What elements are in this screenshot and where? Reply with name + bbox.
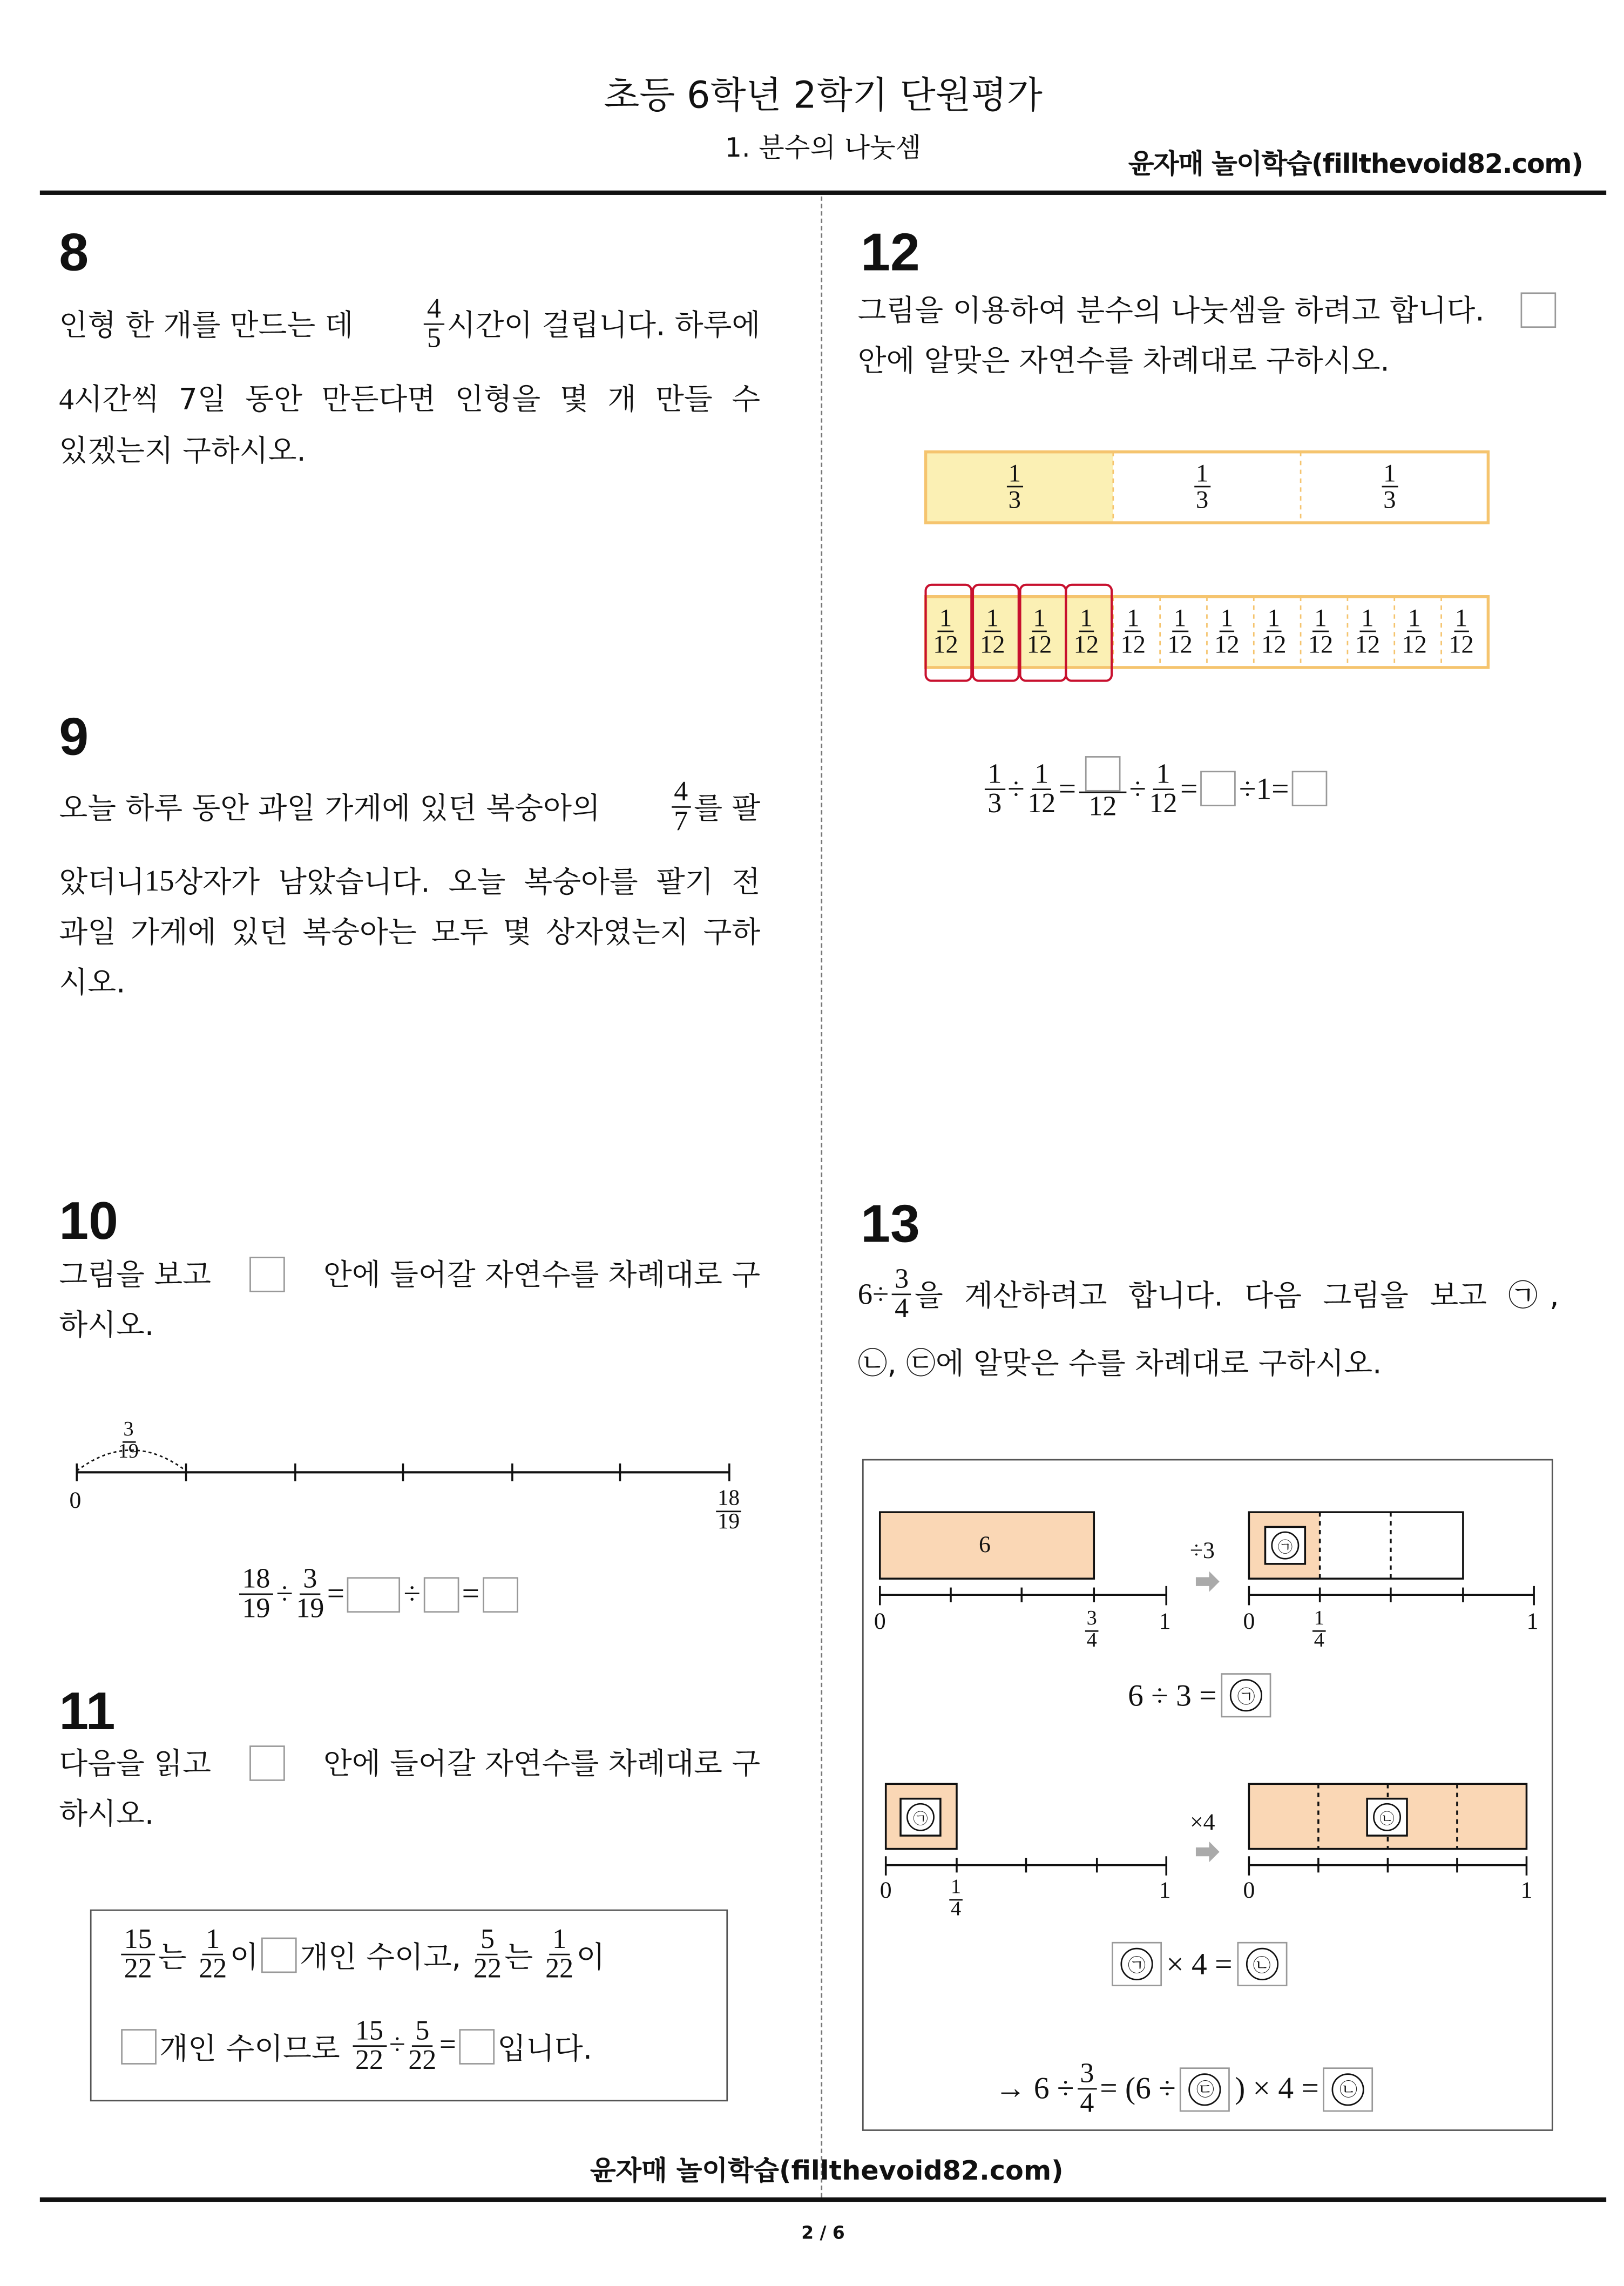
marker-b: ㉡ xyxy=(1373,1803,1401,1831)
marker-a: ㉠ xyxy=(1271,1532,1299,1560)
question-12-number: 12 xyxy=(861,221,920,282)
footer-divider xyxy=(40,2197,1606,2202)
axis-label-0: 0 xyxy=(1243,1609,1255,1635)
third-label: 1 3 xyxy=(1194,461,1210,513)
twelfth-label: 1 12 xyxy=(1308,604,1334,659)
question-13-text: 6 ÷ $\frac{3}{4}$ 을 계산하려고 합니다. 다음 그림을 보고 ㉠, ㉡, ㉢에 알맞은 수를 차례대로 구하시오. xyxy=(858,1265,1559,1388)
text: 시오. xyxy=(59,964,126,1000)
third-label: 1 3 xyxy=(1007,461,1023,513)
text: 그림을 이용하여 분수의 나눗셈을 하려고 합니다. xyxy=(857,292,1485,328)
text: ㉡, ㉢에 알맞은 수를 차례대로 구하시오. xyxy=(857,1345,1382,1381)
axis-label-0: 0 xyxy=(69,1488,82,1514)
question-8-number: 8 xyxy=(59,221,89,282)
text: 과일 가게에 있던 복숭아는 모두 몇 상자였는지 구하 xyxy=(59,914,761,950)
axis-label-end: 18 19 xyxy=(716,1488,741,1534)
axis-label-0: 0 xyxy=(1243,1878,1255,1904)
text: 인형 한 개를 만드는 데 xyxy=(59,306,354,342)
page-title: 초등 6학년 2학기 단원평가 xyxy=(604,73,1043,117)
twelfth-label: 1 12 xyxy=(1073,604,1099,659)
text: 그림을 보고 xyxy=(59,1257,211,1292)
twelfth-label: 1 12 xyxy=(1355,604,1381,659)
text: 오늘 하루 동안 과일 가게에 있던 복숭아의 xyxy=(59,789,600,825)
twelfth-label: 1 12 xyxy=(1120,604,1146,659)
twelfth-label: 1 12 xyxy=(933,604,958,659)
unit-subtitle: 1. 분수의 나눗셈 xyxy=(725,133,922,164)
q13-equation-3: → 6 ÷ $\frac{3}{4}$ = (6 ÷ ㉢ ) × 4 = ㉡ xyxy=(995,2060,1378,2118)
text: 안에 들어갈 자연수를 차례대로 구 xyxy=(323,1257,761,1292)
question-10-number: 10 xyxy=(59,1190,118,1251)
text: 다음을 읽고 xyxy=(59,1745,211,1781)
axis-label-1: 1 xyxy=(1159,1878,1171,1904)
footer-brand: 윤자매 놀이학습(fillthevoid82.com) xyxy=(590,2156,1064,2187)
question-9-number: 9 xyxy=(59,706,89,767)
text: 상자가 남았습니다. 오늘 복숭아를 팔기 전 xyxy=(174,864,761,900)
fraction: $\frac{4}{5}$ xyxy=(424,295,444,353)
twelfth-label: 1 12 xyxy=(1402,604,1427,659)
text: 시간이 걸립니다. 하루에 xyxy=(446,306,761,342)
q11-statement-box: $\frac{15}{22}$ 는 $\frac{1}{22}$ 이 개인 수이고, $\frac{5}{22}$ 는 $\frac{1}{22}$ 이 개인 수이므로 $\frac{15}{22}$ ÷ $\frac{5}{22}$ = 입니다. xyxy=(90,1910,728,2101)
text: 하시오. xyxy=(59,1796,154,1831)
question-11-number: 11 xyxy=(59,1680,116,1741)
q13-equation-2: ㉠ × 4 = ㉡ xyxy=(1107,1942,1291,1986)
twelfth-label: 1 12 xyxy=(1214,604,1240,659)
header-brand: 윤자매 놀이학습(fillthevoid82.com) xyxy=(1128,149,1583,180)
q13-equation-1: 6 ÷ 3 = ㉠ xyxy=(1128,1673,1276,1717)
marker-a: ㉠ xyxy=(906,1803,935,1831)
axis-label-0: 0 xyxy=(874,1609,886,1635)
divide-3-label: ÷3 xyxy=(1190,1539,1215,1564)
axis-label-3-4: 3 4 xyxy=(1085,1610,1099,1653)
axis-label-1: 1 xyxy=(1159,1609,1171,1635)
q10-equation: $\frac{18}{19}$ ÷ $\frac{3}{19}$ = ÷ = xyxy=(236,1566,521,1623)
text: 안에 들어갈 자연수를 차례대로 구 xyxy=(323,1745,761,1781)
axis-label-1: 1 xyxy=(1526,1609,1539,1635)
text: 안에 알맞은 자연수를 차례대로 구하시오. xyxy=(857,342,1390,379)
times-4-label: ×4 xyxy=(1190,1810,1215,1836)
text: 있겠는지 구하시오. xyxy=(59,433,306,468)
axis-label-1: 1 xyxy=(1520,1878,1533,1904)
axis-label-1-4: 1 4 xyxy=(1312,1610,1326,1653)
text: 았더니 xyxy=(59,864,145,900)
twelfth-label: 1 12 xyxy=(1261,604,1287,659)
text: 시간씩 7일 동안 만든다면 인형을 몇 개 만들 수 xyxy=(73,381,761,417)
text: 하시오. xyxy=(59,1307,154,1343)
arc-label: 3 19 xyxy=(118,1419,139,1464)
twelfth-label: 1 12 xyxy=(1449,604,1474,659)
page-number: 2 / 6 xyxy=(801,2222,845,2243)
fraction: $\frac{4}{7}$ xyxy=(671,778,691,836)
axis-label-0: 0 xyxy=(879,1878,892,1904)
twelfth-label: 1 12 xyxy=(980,604,1005,659)
text: 를 팔 xyxy=(694,789,761,825)
third-label: 1 3 xyxy=(1382,461,1397,513)
bar-label-six: 6 xyxy=(978,1533,991,1558)
axis-label-1-4: 1 4 xyxy=(949,1878,963,1921)
question-13-number: 13 xyxy=(861,1193,920,1254)
text: 4 xyxy=(59,383,74,417)
twelfth-label: 1 12 xyxy=(1167,604,1193,659)
twelfth-label: 1 12 xyxy=(1026,604,1052,659)
text: 15 xyxy=(144,865,174,898)
q12-equation: $\frac{1}{3}$ ÷ $\frac{1}{12}$ = 12 ÷ $\frac{1}{12}$ = ÷ 1 = xyxy=(982,756,1330,821)
text: 을 계산하려고 합니다. 다음 그림을 보고 ㉠, xyxy=(914,1276,1559,1312)
